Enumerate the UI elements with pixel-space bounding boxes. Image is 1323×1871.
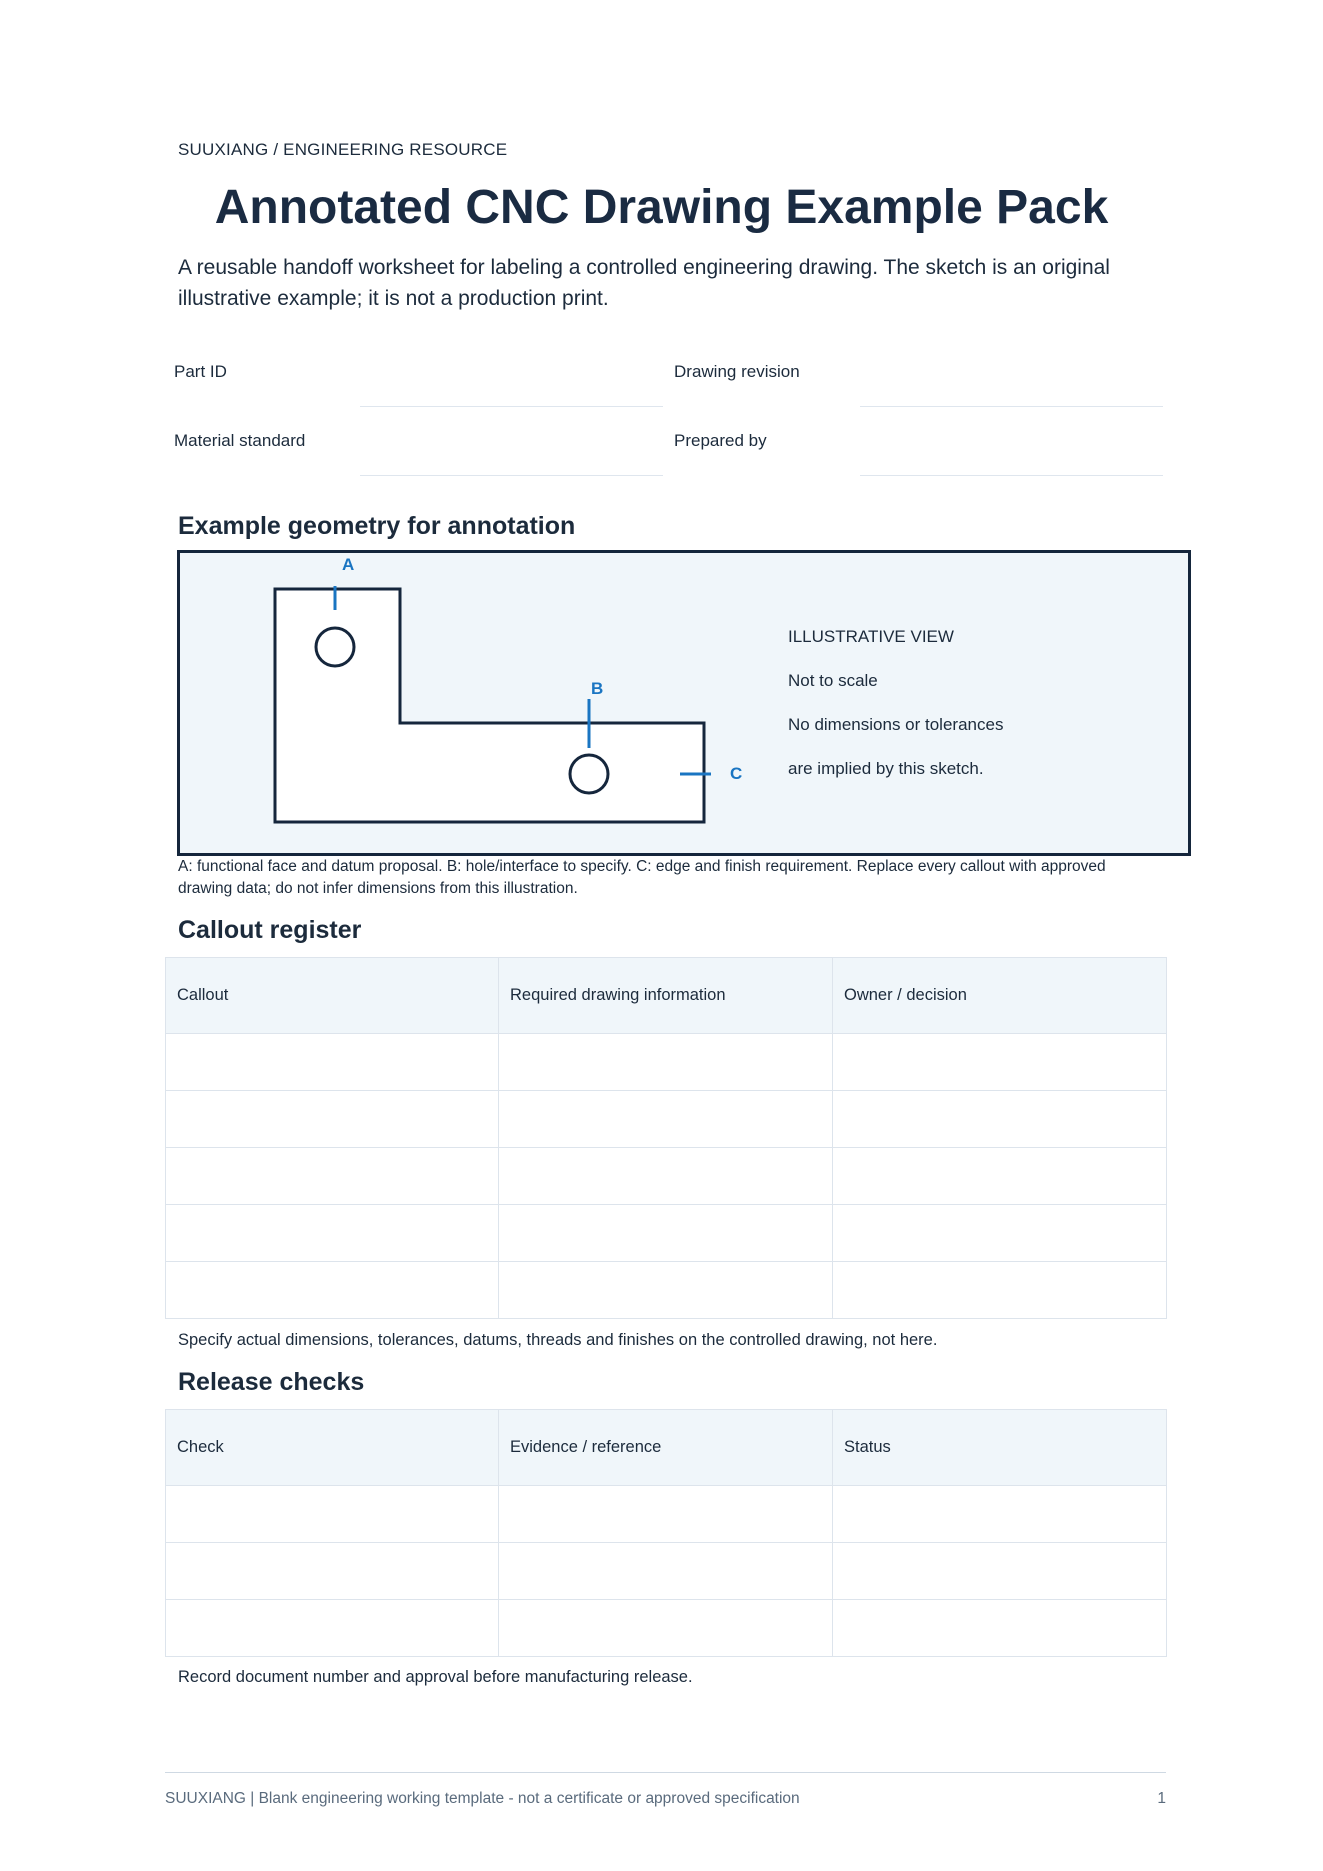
table-cell[interactable] bbox=[833, 1148, 1167, 1205]
table-row bbox=[166, 1148, 1167, 1205]
part-id-field[interactable] bbox=[360, 406, 663, 407]
table-cell[interactable] bbox=[499, 1205, 833, 1262]
table-row bbox=[166, 1486, 1167, 1543]
table-cell[interactable] bbox=[166, 1148, 499, 1205]
table-cell[interactable] bbox=[499, 1486, 833, 1543]
table-cell[interactable] bbox=[499, 1034, 833, 1091]
callout-a-label: A bbox=[342, 555, 355, 574]
prepared-by-field[interactable] bbox=[860, 475, 1163, 476]
table-cell[interactable] bbox=[166, 1262, 499, 1319]
table-cell[interactable] bbox=[833, 1600, 1167, 1657]
table-cell[interactable] bbox=[833, 1034, 1167, 1091]
view-note-line: No dimensions or tolerances bbox=[788, 715, 1004, 734]
lead-paragraph: A reusable handoff worksheet for labeling a controlled engineering drawing. The sketch is an original illustrative example; it is not a production print. bbox=[178, 256, 1110, 310]
callout-register-table bbox=[165, 957, 1167, 1319]
column-header: Callout bbox=[166, 958, 499, 1034]
callout-register-note: Specify actual dimensions, tolerances, datums, threads and finishes on the controlled drawing, not here. bbox=[178, 1331, 938, 1349]
view-note-line: are implied by this sketch. bbox=[788, 759, 984, 778]
figure-caption: A: functional face and datum proposal. B: hole/interface to specify. C: edge and finish requirement. Replace every callout with approved drawing data; do not infer dimensions from this illustration. bbox=[178, 858, 1106, 897]
table-row bbox=[166, 1543, 1167, 1600]
table-cell[interactable] bbox=[166, 1543, 499, 1600]
table-cell[interactable] bbox=[833, 1486, 1167, 1543]
table-cell[interactable] bbox=[499, 1091, 833, 1148]
table-row bbox=[166, 1034, 1167, 1091]
drawing-revision-field[interactable] bbox=[860, 406, 1163, 407]
table-cell[interactable] bbox=[166, 1600, 499, 1657]
prepared-by-label: Prepared by bbox=[674, 431, 767, 450]
part-sketch bbox=[180, 553, 1188, 853]
table-row bbox=[166, 1091, 1167, 1148]
table-cell[interactable] bbox=[166, 1034, 499, 1091]
column-header: Required drawing information bbox=[499, 958, 833, 1034]
table-cell[interactable] bbox=[166, 1091, 499, 1148]
part-id-label: Part ID bbox=[174, 362, 227, 381]
column-header: Owner / decision bbox=[833, 958, 1167, 1034]
table-row bbox=[166, 1262, 1167, 1319]
table-cell[interactable] bbox=[833, 1543, 1167, 1600]
column-header: Evidence / reference bbox=[499, 1410, 833, 1486]
release-checks-heading: Release checks bbox=[178, 1368, 365, 1396]
illustrative-figure bbox=[177, 550, 1191, 856]
table-cell[interactable] bbox=[166, 1205, 499, 1262]
table-cell[interactable] bbox=[499, 1148, 833, 1205]
table-cell[interactable] bbox=[833, 1091, 1167, 1148]
l-bracket-outline bbox=[275, 589, 704, 822]
release-checks-note: Record document number and approval before manufacturing release. bbox=[178, 1668, 693, 1686]
table-cell[interactable] bbox=[499, 1262, 833, 1319]
view-note-line: Not to scale bbox=[788, 671, 878, 690]
drawing-revision-label: Drawing revision bbox=[674, 362, 800, 381]
footer-text: SUUXIANG | Blank engineering working template - not a certificate or approved specification bbox=[165, 1790, 800, 1807]
callout-c-label: C bbox=[730, 764, 743, 783]
callout-register-heading: Callout register bbox=[178, 916, 362, 944]
release-checks-table bbox=[165, 1409, 1167, 1657]
view-note-title: ILLUSTRATIVE VIEW bbox=[788, 627, 954, 646]
table-cell[interactable] bbox=[833, 1205, 1167, 1262]
table-cell[interactable] bbox=[499, 1600, 833, 1657]
table-cell[interactable] bbox=[833, 1262, 1167, 1319]
page-title: Annotated CNC Drawing Example Pack bbox=[214, 181, 1109, 234]
table-header-row bbox=[166, 1410, 1167, 1486]
table-cell[interactable] bbox=[166, 1486, 499, 1543]
material-standard-label: Material standard bbox=[174, 431, 306, 450]
column-header: Status bbox=[833, 1410, 1167, 1486]
page-number: 1 bbox=[1157, 1790, 1166, 1807]
table-row bbox=[166, 1205, 1167, 1262]
geometry-heading: Example geometry for annotation bbox=[178, 512, 576, 540]
table-row bbox=[166, 1600, 1167, 1657]
eyebrow: SUUXIANG / ENGINEERING RESOURCE bbox=[178, 140, 508, 159]
footer-divider bbox=[165, 1772, 1166, 1773]
callout-b-label: B bbox=[591, 679, 604, 698]
column-header: Check bbox=[166, 1410, 499, 1486]
table-cell[interactable] bbox=[499, 1543, 833, 1600]
material-standard-field[interactable] bbox=[360, 475, 663, 476]
table-header-row bbox=[166, 958, 1167, 1034]
